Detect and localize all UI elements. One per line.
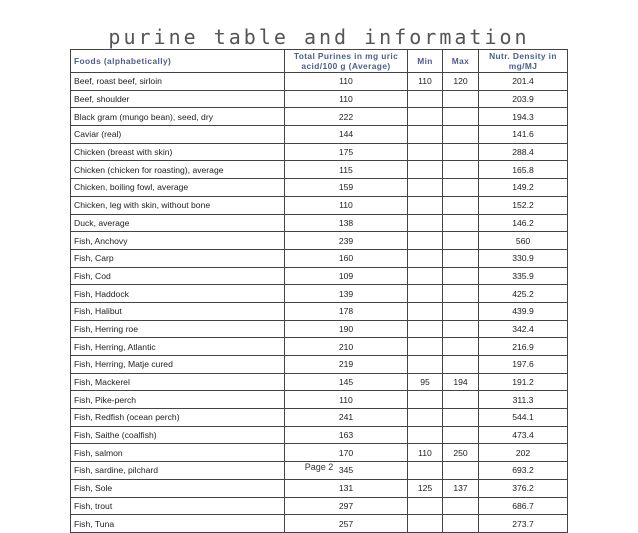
cell-max xyxy=(443,196,479,214)
cell-max xyxy=(443,179,479,197)
cell-nutrient-density: 439.9 xyxy=(479,302,568,320)
table-row xyxy=(71,267,568,285)
cell-food: Fish, Haddock xyxy=(71,285,285,303)
cell-total-purines: 110 xyxy=(285,73,408,91)
cell-food: Beef, shoulder xyxy=(71,90,285,108)
cell-min xyxy=(408,267,443,285)
table-row xyxy=(71,426,568,444)
cell-min xyxy=(408,143,443,161)
cell-total-purines: 241 xyxy=(285,409,408,427)
table-row xyxy=(71,179,568,197)
cell-food: Fish, sardine, pilchard xyxy=(71,462,285,480)
cell-nutrient-density: 149.2 xyxy=(479,179,568,197)
cell-total-purines: 138 xyxy=(285,214,408,232)
cell-total-purines: 257 xyxy=(285,515,408,533)
cell-max: 137 xyxy=(443,479,479,497)
cell-food: Fish, salmon xyxy=(71,444,285,462)
table-row xyxy=(71,90,568,108)
cell-nutrient-density: 194.3 xyxy=(479,108,568,126)
cell-nutrient-density: 203.9 xyxy=(479,90,568,108)
cell-min: 95 xyxy=(408,373,443,391)
table-row xyxy=(71,391,568,409)
cell-min xyxy=(408,320,443,338)
cell-nutrient-density: 311.3 xyxy=(479,391,568,409)
cell-food: Beef, roast beef, sirloin xyxy=(71,73,285,91)
cell-max xyxy=(443,285,479,303)
table-row xyxy=(71,108,568,126)
cell-max xyxy=(443,426,479,444)
cell-food: Fish, Herring roe xyxy=(71,320,285,338)
cell-max xyxy=(443,126,479,144)
cell-total-purines: 160 xyxy=(285,249,408,267)
table-row xyxy=(71,143,568,161)
table-row xyxy=(71,161,568,179)
cell-min xyxy=(408,426,443,444)
cell-min xyxy=(408,285,443,303)
cell-min xyxy=(408,179,443,197)
cell-min xyxy=(408,214,443,232)
cell-min xyxy=(408,515,443,533)
cell-total-purines: 144 xyxy=(285,126,408,144)
cell-max xyxy=(443,249,479,267)
cell-food: Fish, Herring, Atlantic xyxy=(71,338,285,356)
cell-nutrient-density: 191.2 xyxy=(479,373,568,391)
cell-total-purines: 109 xyxy=(285,267,408,285)
cell-max xyxy=(443,391,479,409)
cell-total-purines: 239 xyxy=(285,232,408,250)
cell-max xyxy=(443,409,479,427)
cell-food: Fish, Tuna xyxy=(71,515,285,533)
cell-min xyxy=(408,126,443,144)
cell-total-purines: 139 xyxy=(285,285,408,303)
table-header-row xyxy=(71,50,568,73)
cell-nutrient-density: 544.1 xyxy=(479,409,568,427)
cell-max: 120 xyxy=(443,73,479,91)
table-row xyxy=(71,232,568,250)
header-foods: Foods (alphabetically) xyxy=(71,50,285,73)
cell-food: Caviar (real) xyxy=(71,126,285,144)
cell-nutrient-density: 273.7 xyxy=(479,515,568,533)
cell-max xyxy=(443,161,479,179)
cell-total-purines: 110 xyxy=(285,196,408,214)
cell-food: Fish, Sole xyxy=(71,479,285,497)
cell-min xyxy=(408,232,443,250)
cell-min: 125 xyxy=(408,479,443,497)
cell-nutrient-density: 165.8 xyxy=(479,161,568,179)
cell-nutrient-density: 197.6 xyxy=(479,356,568,374)
cell-food: Fish, Saithe (coalfish) xyxy=(71,426,285,444)
table-row xyxy=(71,409,568,427)
cell-nutrient-density: 146.2 xyxy=(479,214,568,232)
cell-max xyxy=(443,267,479,285)
table-row xyxy=(71,479,568,497)
table-row xyxy=(71,302,568,320)
cell-nutrient-density: 201.4 xyxy=(479,73,568,91)
cell-min xyxy=(408,409,443,427)
cell-nutrient-density: 473.4 xyxy=(479,426,568,444)
cell-total-purines: 345 xyxy=(285,462,408,480)
cell-food: Fish, Herring, Matje cured xyxy=(71,356,285,374)
cell-nutrient-density: 152.2 xyxy=(479,196,568,214)
cell-nutrient-density: 342.4 xyxy=(479,320,568,338)
table-row xyxy=(71,126,568,144)
cell-max xyxy=(443,338,479,356)
table-row xyxy=(71,73,568,91)
cell-food: Chicken (chicken for roasting), average xyxy=(71,161,285,179)
cell-min xyxy=(408,338,443,356)
cell-min xyxy=(408,391,443,409)
cell-min xyxy=(408,161,443,179)
cell-nutrient-density: 216.9 xyxy=(479,338,568,356)
cell-food: Fish, Anchovy xyxy=(71,232,285,250)
cell-total-purines: 110 xyxy=(285,90,408,108)
header-min: Min xyxy=(408,50,443,73)
cell-total-purines: 190 xyxy=(285,320,408,338)
table-row xyxy=(71,356,568,374)
cell-food: Fish, Mackerel xyxy=(71,373,285,391)
cell-nutrient-density: 560 xyxy=(479,232,568,250)
cell-nutrient-density: 202 xyxy=(479,444,568,462)
table-row xyxy=(71,320,568,338)
cell-min xyxy=(408,108,443,126)
page-title: purine table and information xyxy=(108,25,530,49)
cell-max xyxy=(443,320,479,338)
cell-max xyxy=(443,302,479,320)
table-row xyxy=(71,338,568,356)
cell-max xyxy=(443,497,479,515)
cell-max xyxy=(443,232,479,250)
table-row xyxy=(71,444,568,462)
cell-nutrient-density: 686.7 xyxy=(479,497,568,515)
cell-max: 194 xyxy=(443,373,479,391)
cell-nutrient-density: 425.2 xyxy=(479,285,568,303)
cell-max xyxy=(443,143,479,161)
cell-min xyxy=(408,249,443,267)
cell-food: Chicken, leg with skin, without bone xyxy=(71,196,285,214)
cell-food: Chicken (breast with skin) xyxy=(71,143,285,161)
cell-max xyxy=(443,356,479,374)
cell-max xyxy=(443,214,479,232)
cell-nutrient-density: 288.4 xyxy=(479,143,568,161)
cell-food: Fish, Pike-perch xyxy=(71,391,285,409)
cell-max xyxy=(443,108,479,126)
cell-min xyxy=(408,302,443,320)
cell-nutrient-density: 335.9 xyxy=(479,267,568,285)
table-row xyxy=(71,196,568,214)
cell-min xyxy=(408,356,443,374)
table-row xyxy=(71,249,568,267)
cell-food: Duck, average xyxy=(71,214,285,232)
cell-min: 110 xyxy=(408,73,443,91)
cell-total-purines: 170 xyxy=(285,444,408,462)
cell-total-purines: 175 xyxy=(285,143,408,161)
cell-total-purines: 115 xyxy=(285,161,408,179)
cell-min xyxy=(408,497,443,515)
cell-food: Fish, Cod xyxy=(71,267,285,285)
cell-food: Chicken, boiling fowl, average xyxy=(71,179,285,197)
header-total-purines: Total Purines in mg uric acid/100 g (Average) xyxy=(285,50,408,73)
cell-total-purines: 163 xyxy=(285,426,408,444)
cell-food: Fish, Halibut xyxy=(71,302,285,320)
page-number: Page 2 xyxy=(304,462,334,472)
cell-total-purines: 222 xyxy=(285,108,408,126)
table-row xyxy=(71,515,568,533)
cell-total-purines: 145 xyxy=(285,373,408,391)
cell-total-purines: 110 xyxy=(285,391,408,409)
table-row xyxy=(71,373,568,391)
cell-max xyxy=(443,90,479,108)
cell-food: Fish, trout xyxy=(71,497,285,515)
header-max: Max xyxy=(443,50,479,73)
cell-min: 110 xyxy=(408,444,443,462)
table-row xyxy=(71,497,568,515)
cell-nutrient-density: 693.2 xyxy=(479,462,568,480)
cell-nutrient-density: 330.9 xyxy=(479,249,568,267)
cell-nutrient-density: 376.2 xyxy=(479,479,568,497)
table-row xyxy=(71,285,568,303)
cell-min xyxy=(408,196,443,214)
cell-total-purines: 131 xyxy=(285,479,408,497)
cell-total-purines: 159 xyxy=(285,179,408,197)
purine-table xyxy=(70,49,568,533)
cell-total-purines: 219 xyxy=(285,356,408,374)
cell-nutrient-density: 141.6 xyxy=(479,126,568,144)
cell-food: Black gram (mungo bean), seed, dry xyxy=(71,108,285,126)
cell-max xyxy=(443,515,479,533)
cell-total-purines: 178 xyxy=(285,302,408,320)
cell-max: 250 xyxy=(443,444,479,462)
cell-food: Fish, Carp xyxy=(71,249,285,267)
cell-total-purines: 210 xyxy=(285,338,408,356)
cell-total-purines: 297 xyxy=(285,497,408,515)
header-nutrient-density: Nutr. Density in mg/MJ xyxy=(479,50,568,73)
cell-min xyxy=(408,90,443,108)
cell-food: Fish, Redfish (ocean perch) xyxy=(71,409,285,427)
table-row xyxy=(71,214,568,232)
